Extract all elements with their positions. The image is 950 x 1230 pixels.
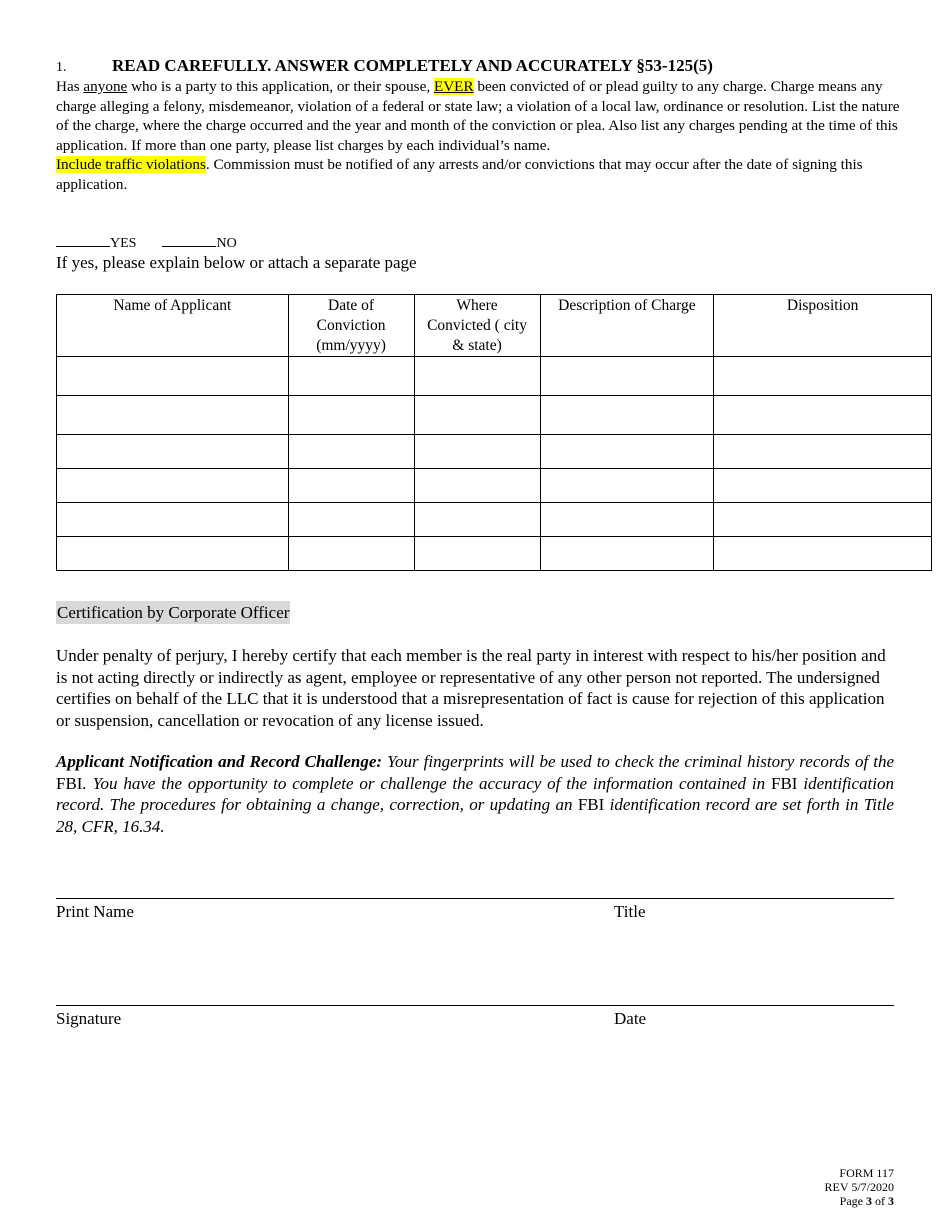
table-cell[interactable]: [288, 357, 414, 396]
form-number: FORM 117: [839, 1166, 894, 1180]
fbi-text: FBI: [56, 773, 83, 793]
table-cell[interactable]: [288, 435, 414, 469]
form-footer: [825, 1166, 894, 1208]
col-name-of-applicant: Name of Applicant: [57, 295, 289, 357]
table-row: [57, 503, 932, 537]
notice-text-3: identification record. The procedures for obtaining a change, correction, or updating an: [56, 773, 895, 814]
table-row: [57, 537, 932, 571]
table-cell[interactable]: [414, 435, 540, 469]
col-date-of-conviction: [288, 295, 414, 357]
question-paragraph: [56, 77, 906, 155]
question-text-a: Has: [56, 78, 84, 95]
section-title: READ CAREFULLY. ANSWER COMPLETELY AND ACCURATELY §53-125(5): [112, 56, 713, 75]
page-current: 3: [866, 1194, 872, 1208]
table-row: [57, 469, 932, 503]
signature-line[interactable]: [56, 1005, 894, 1006]
table-cell[interactable]: [714, 537, 932, 571]
table-cell[interactable]: [714, 503, 932, 537]
table-cell[interactable]: [288, 503, 414, 537]
table-cell[interactable]: [57, 469, 289, 503]
table-row: [57, 435, 932, 469]
table-cell[interactable]: [414, 357, 540, 396]
table-cell[interactable]: [540, 503, 714, 537]
table-cell[interactable]: [540, 435, 714, 469]
record-challenge-notice: [56, 751, 894, 837]
yes-blank[interactable]: [56, 234, 110, 247]
table-row: [57, 357, 932, 396]
page-number: [825, 1194, 894, 1208]
signature-label: Signature: [56, 1009, 122, 1028]
print-name-label: Print Name: [56, 902, 134, 921]
table-cell[interactable]: [414, 469, 540, 503]
charges-table: [56, 294, 932, 571]
page-of: of: [872, 1194, 888, 1208]
page-total: 3: [888, 1194, 894, 1208]
col-description-of-charge: Description of Charge: [540, 295, 714, 357]
table-cell[interactable]: [714, 357, 932, 396]
table-cell[interactable]: [714, 396, 932, 435]
no-label: NO: [216, 236, 237, 251]
date-label: Date: [614, 1009, 647, 1028]
col-where-convicted: [414, 295, 540, 357]
table-header-row: [57, 295, 932, 357]
notice-text-2: . You have the opportunity to complete or challenge the accuracy of the information contained in: [82, 773, 772, 793]
col-date-of-conviction-text: Date of Conviction (mm/yyyy): [316, 297, 386, 354]
section-number: 1.: [56, 60, 67, 75]
table-cell[interactable]: [540, 396, 714, 435]
table-cell[interactable]: [288, 537, 414, 571]
traffic-paragraph: [56, 155, 906, 194]
no-blank[interactable]: [162, 234, 216, 247]
traffic-highlight: Include traffic violations: [56, 156, 206, 174]
question-text-c: been convicted of or plead guilty to any charge. Charge means any charge alleging a felony, misdemeanor, violation of a federal or state law; a violation of a local law, ordinance or resolution. List the nature of the charge, where the charge occurred and the year and month of the conviction or plea. Also list any charges pending at the time of this application. If more than one party, please list charges by each individual’s name.: [56, 78, 900, 154]
table-cell[interactable]: [57, 435, 289, 469]
anyone-underlined: anyone: [83, 78, 128, 95]
section-heading: [56, 56, 916, 76]
table-cell[interactable]: [288, 396, 414, 435]
traffic-text: . Commission must be notified of any arrests and/or convictions that may occur after the date of signing this application.: [56, 156, 863, 193]
table-row: [57, 396, 932, 435]
question-text-b: who is a party to this application, or their spouse,: [127, 78, 434, 95]
yes-no-answer: [56, 234, 237, 252]
explain-instruction: If yes, please explain below or attach a separate page: [56, 253, 417, 272]
table-cell[interactable]: [540, 537, 714, 571]
question-text: [56, 77, 906, 195]
table-cell[interactable]: [714, 469, 932, 503]
form-revision: REV 5/7/2020: [824, 1180, 894, 1194]
table-cell[interactable]: [540, 469, 714, 503]
table-cell[interactable]: [414, 537, 540, 571]
table-cell[interactable]: [57, 503, 289, 537]
ever-highlight: EVER: [433, 78, 474, 95]
notice-text-4: identification record are set forth in Title 28, CFR, 16.34.: [56, 795, 894, 836]
page-prefix: Page: [839, 1194, 866, 1208]
table-cell[interactable]: [414, 503, 540, 537]
table-cell[interactable]: [57, 357, 289, 396]
title-label: Title: [614, 902, 646, 921]
notice-text-1: Your fingerprints will be used to check the criminal history records of the: [382, 752, 894, 771]
fbi-text: FBI: [577, 795, 605, 814]
col-disposition: Disposition: [714, 295, 932, 357]
print-name-line[interactable]: [56, 898, 894, 899]
certification-heading: Certification by Corporate Officer: [57, 603, 290, 622]
fbi-text: FBI: [771, 773, 798, 793]
table-cell[interactable]: [540, 357, 714, 396]
table-cell[interactable]: [288, 469, 414, 503]
col-where-convicted-text: Where Convicted ( city & state): [427, 297, 527, 354]
yes-label: YES: [110, 236, 137, 251]
table-cell[interactable]: [414, 396, 540, 435]
table-cell[interactable]: [714, 435, 932, 469]
certification-text: Under penalty of perjury, I hereby certify that each member is the real party in interest with respect to his/her position and is not acting directly or indirectly as agent, employee or representative of any other person not reported. The undersigned certifies on behalf of the LLC that it is understood that a misrepresentation of fact is cause for rejection of this application or suspension, cancellation or revocation of any license issued.: [56, 646, 886, 730]
notice-label: Applicant Notification and Record Challenge:: [56, 752, 383, 771]
table-cell[interactable]: [57, 396, 289, 435]
table-cell[interactable]: [57, 537, 289, 571]
